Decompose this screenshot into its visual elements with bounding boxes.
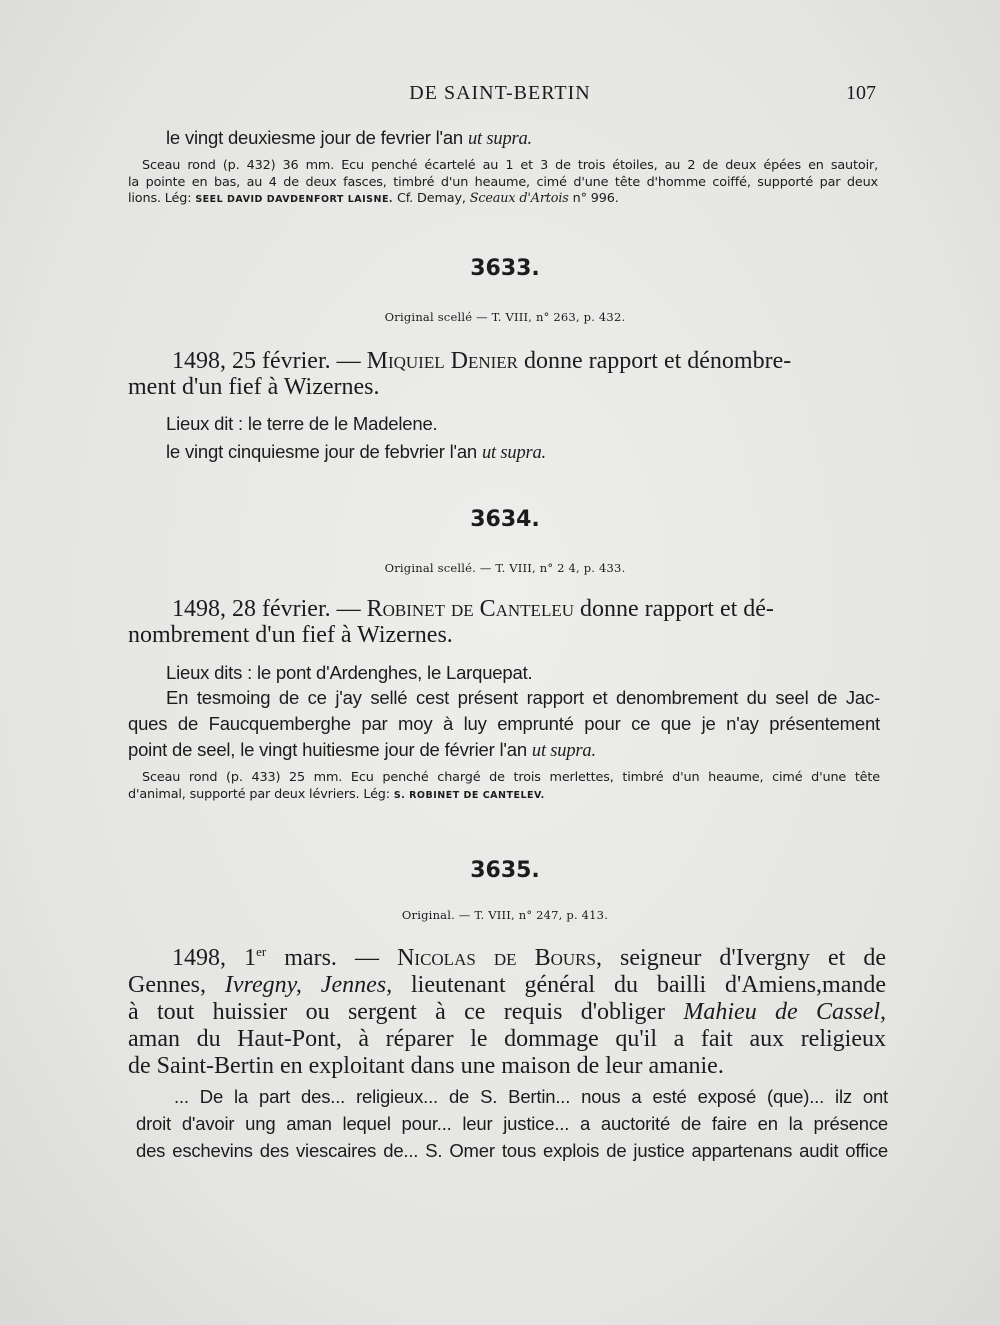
page-number: 107 [846,82,876,104]
summary-text: donne rapport et dénombre- [524,348,792,374]
seal-note-1-legend: SEEL DAVID DAVDENFORT LAISNE. [195,194,394,205]
closing-text: le vingt cinquiesme jour de febvrier l'an [166,441,478,462]
entry-places: Lieux dits : le pont d'Ardenghes, le Larquepat. [166,662,533,683]
entry-number: 3634. [470,507,540,532]
summary-line: ment d'un fief à Wizernes. [128,374,380,400]
summary-line [128,596,878,622]
seal-note-1 [128,158,878,209]
text-line: droit d'avoir ung aman lequel pour... leur justice... a auctorité de faire en la présence [136,1113,888,1134]
entry-text [136,1083,888,1164]
intro-line [166,127,532,150]
entry-summary [128,348,878,400]
entry-closing [166,441,546,464]
summary-text: mars. — [284,945,379,971]
seal-note-line: Sceau rond (p. 433) 25 mm. Ecu penché chargé de trois merlettes, timbré d'un heaume, cimé d'une tête [142,770,880,785]
entry-text [128,685,880,764]
running-title: DE SAINT-BERTIN [409,82,591,104]
entry-places: Lieux dit : le terre de le Madelene. [166,413,438,434]
text-line-content: point de seel, le vingt huitiesme jour de février l'an [128,739,527,760]
seal-note-line [128,787,880,805]
entry-number: 3633. [470,256,540,281]
summary-line: de Saint-Bertin en exploitant dans une maison de leur amanie. [128,1053,724,1079]
text-line: des eschevins des viescaires de... S. Omer tous explois de justice appartenans audit office [136,1140,888,1161]
closing-italic: ut supra. [481,443,546,463]
summary-line [128,972,886,999]
summary-date: 1498, 28 février. — [172,596,361,622]
intro-italic: ut supra. [467,129,532,149]
entry-source: Original scellé — T. VIII, n° 263, p. 432. [384,310,626,324]
seal-note-1-line2: la pointe en bas, au 4 de deux fasces, timbré d'un heaume, cimé d'une tête d'homme coiffé, supporté par deux [128,174,878,190]
summary-text: lieutenant général du bailli d'Amiens,mande [410,972,887,998]
summary-date: 1498, 1 [172,945,257,971]
entry-summary [128,596,878,648]
seal-note-1-line1: Sceau rond (p. 432) 36 mm. Ecu penché écartelé au 1 et 3 de trois étoiles, au 2 de deux épées en sautoir, [142,158,878,173]
seal-note-1-ref: Cf. Demay, [396,191,466,206]
summary-person: Miquiel Denier [366,348,518,374]
seal-note-1-ref-number: n° 996. [572,191,619,206]
seal-note-1-ref-title: Sceaux d'Artois [469,191,569,206]
summary-italic: Ivregny, Jennes, [224,972,393,998]
intro-text: le vingt deuxiesme jour de fevrier l'an [166,127,464,148]
text-line: ques de Faucquemberghe par moy à luy emprunté pour ce que je n'ay présentement [128,713,880,734]
entry-source: Original scellé. — T. VIII, n° 2 4, p. 433. [384,561,626,575]
summary-line: aman du Haut-Pont, à réparer le dommage qu'il a fait aux religieux [128,1026,886,1052]
summary-text: à tout huissier ou sergent à ce requis d'obliger [128,999,666,1025]
summary-line [128,999,886,1026]
seal-note-1-line3 [128,191,878,209]
summary-text: Gennes, [128,972,206,998]
summary-line [128,945,886,972]
summary-sup: er [256,944,267,959]
summary-line: nombrement d'un fief à Wizernes. [128,622,453,648]
text-line-italic: ut supra. [531,741,596,761]
summary-text: donne rapport et dé- [580,596,774,622]
seal-note [128,770,880,804]
text-line [128,737,880,764]
entry-summary [128,945,886,1080]
text-line: ... De la part des... religieux... de S. Bertin... nous a esté exposé (que)... ilz ont [174,1086,888,1107]
summary-person: Robinet de Canteleu [366,596,574,622]
seal-note-legend: S. ROBINET DE CANTELEV. [393,789,545,801]
entry-number: 3635. [470,858,540,883]
seal-note-1-leg-label: lions. Lég: [128,191,192,206]
seal-note-text: d'animal, supporté par deux lévriers. Lég: [128,786,390,802]
summary-person: Nicolas de Bours, [397,945,602,971]
text-line: En tesmoing de ce j'ay sellé cest présent rapport et denombrement du seel de Jac- [166,687,880,708]
summary-line [128,348,878,374]
entry-source: Original. — T. VIII, n° 247, p. 413. [401,908,609,922]
summary-text: seigneur d'Ivergny et de [620,945,887,971]
summary-italic: Mahieu de Cassel, [683,999,886,1025]
summary-date: 1498, 25 février. — [172,348,361,374]
